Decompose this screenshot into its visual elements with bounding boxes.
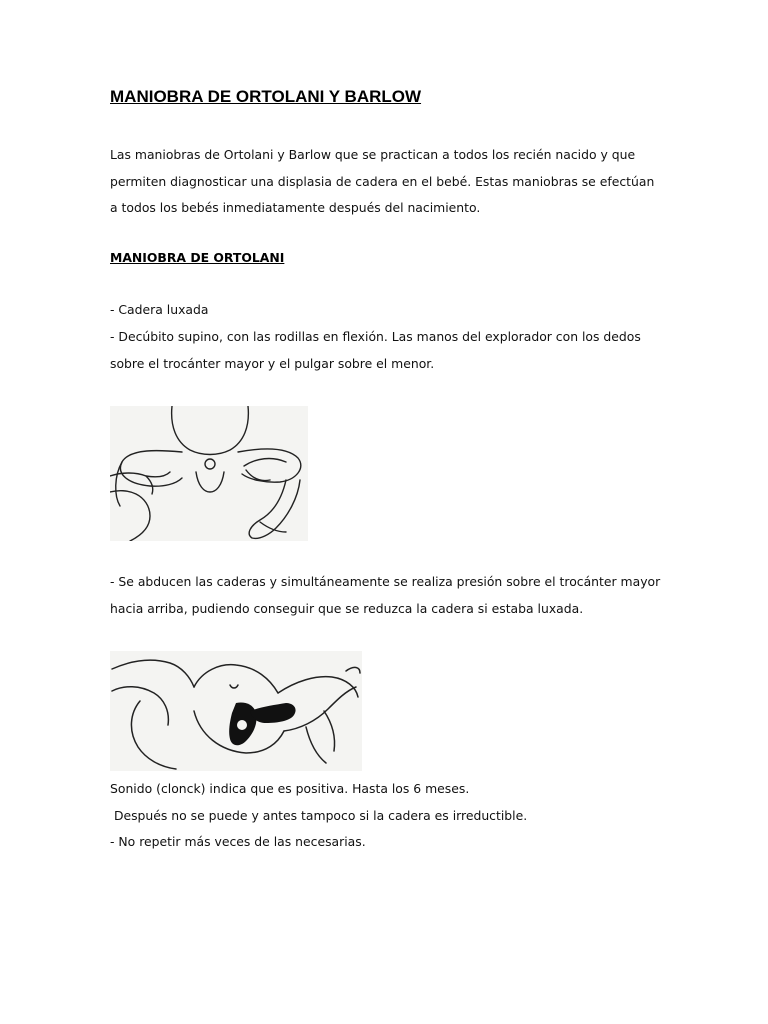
step-line-1: - Cadera luxada <box>110 302 209 317</box>
closing-line-3: - No repetir más veces de las necesarias. <box>110 834 366 849</box>
closing-line-2: Después no se puede y antes tampoco si la cadera es irreductible. <box>110 808 528 823</box>
abduction-line-2: hacia arriba, pudiendo conseguir que se reduzca la cadera si estaba luxada. <box>110 601 584 616</box>
hip-abduction-figure <box>110 651 362 771</box>
intro-line-1: Las maniobras de Ortolani y Barlow que se practican a todos los recién nacido y que <box>110 147 636 162</box>
document-title: MANIOBRA DE ORTOLANI Y BARLOW <box>110 87 422 106</box>
closing-line-1: Sonido (clonck) indica que es positiva. Hasta los 6 meses. <box>110 781 470 796</box>
ortolani-illustration <box>110 406 308 541</box>
ortolani-hand-position-figure <box>110 406 308 541</box>
step-line-3: sobre el trocánter mayor y el pulgar sobre el menor. <box>110 356 435 371</box>
intro-line-2: permiten diagnosticar una displasia de cadera en el bebé. Estas maniobras se efectúan <box>110 174 655 189</box>
section-title: MANIOBRA DE ORTOLANI <box>110 250 285 265</box>
abduction-illustration <box>110 651 362 771</box>
abduction-line-1: - Se abducen las caderas y simultáneamente se realiza presión sobre el trocánter mayor <box>110 574 661 589</box>
intro-line-3: a todos los bebés inmediatamente después del nacimiento. <box>110 200 481 215</box>
step-line-2: - Decúbito supino, con las rodillas en flexión. Las manos del explorador con los dedos <box>110 329 641 344</box>
